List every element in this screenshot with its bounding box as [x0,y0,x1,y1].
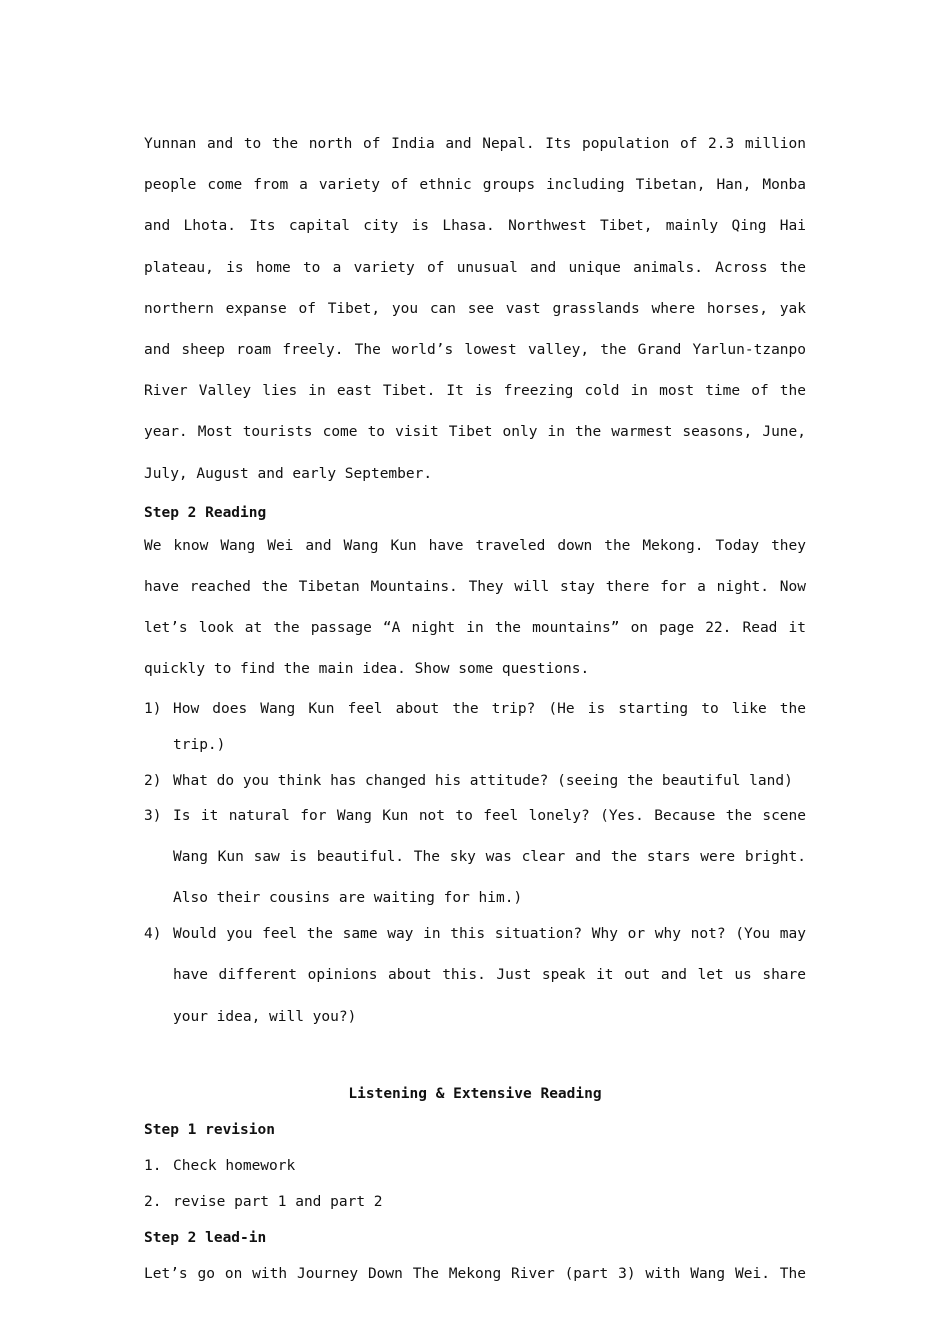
question-text: What do you think has changed his attitude? (seeing the beautiful land) [173,772,793,789]
step1-revision-heading: Step 1 revision [144,1121,275,1138]
question-number: 1) [144,700,162,717]
reading-questions-list [144,691,806,1038]
revision-list [144,1148,806,1220]
question-text: Is it natural for Wang Kun not to feel lonely? (Yes. Because the scene Wang Kun saw is beautiful. The sky was clear and the stars were bright. Also their cousins are waiting for him.) [173,807,806,907]
question-number: 2) [144,772,162,789]
step2-leadin-heading: Step 2 lead-in [144,1229,267,1246]
list-item [144,796,806,920]
intro-paragraph: Yunnan and to the north of India and Nepal. Its population of 2.3 million people come from a variety of ethnic groups including Tibetan, Han, Monba and Lhota. Its capital city is Lhasa. Northwest Tibet, mainly Qing Hai plateau, is home to a variety of unusual and unique animals. Across the northern expanse of Tibet, you can see vast grasslands where horses, yak and sheep roam freely. The world’s lowest valley, the Grand Yarlun-tzanpo River Valley lies in east Tibet. It is freezing cold in most time of the year. Most tourists come to visit Tibet only in the warmest seasons, June, July, August and early September. [144,136,806,482]
step2-reading-heading: Step 2 Reading [144,504,267,521]
list-item [144,691,806,763]
question-text: How does Wang Kun feel about the trip? (He is starting to like the trip.) [173,700,806,753]
step2-reading-paragraph: We know Wang Wei and Wang Kun have traveled down the Mekong. Today they have reached the Tibetan Mountains. They will stay there for a night. Now let’s look at the passage “A night in the mountains” on page 22. Read it quickly to find the main idea. Show some questions. [144,537,806,678]
section-title: Listening & Extensive Reading [348,1085,602,1102]
item-number: 1. [144,1157,162,1174]
list-item [144,763,806,799]
list-item [144,914,806,1038]
question-number: 4) [144,926,162,943]
question-text: Would you feel the same way in this situation? Why or why not? (You may have different opinions about this. Just speak it out and let us share your idea, will you?) [173,926,806,1025]
item-text: revise part 1 and part 2 [173,1193,383,1210]
list-item [144,1148,806,1184]
document-page [144,124,806,1292]
question-number: 3) [144,807,162,824]
list-item [144,1184,806,1220]
item-text: Check homework [173,1157,296,1174]
step2-leadin-paragraph: Let’s go on with Journey Down The Mekong River (part 3) with Wang Wei. The [144,1265,806,1282]
item-number: 2. [144,1193,162,1210]
